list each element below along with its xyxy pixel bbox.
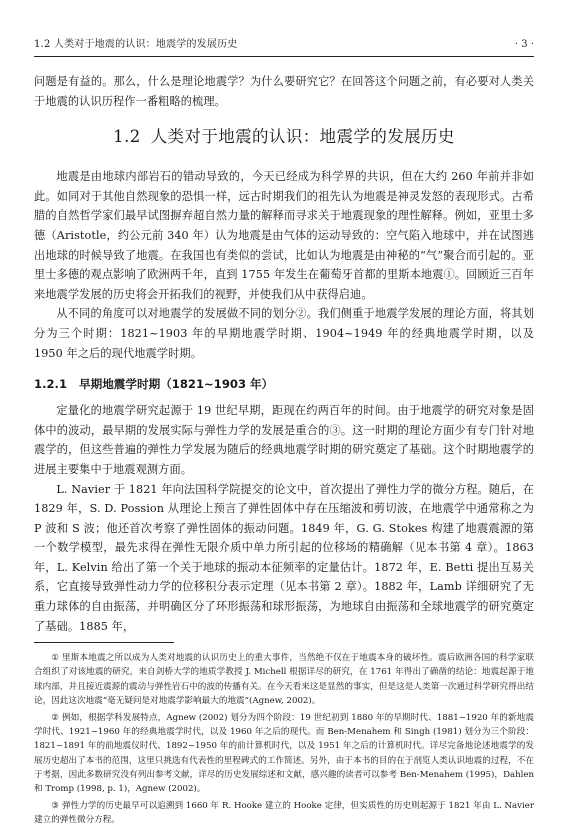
footnote-3-mark: ③	[51, 801, 59, 812]
footnote-1	[34, 651, 534, 708]
running-header-section: 1.2 人类对于地震的认识：地震学的发展历史	[34, 39, 238, 50]
running-header	[34, 36, 534, 57]
footnote-2	[34, 711, 534, 796]
intro-paragraph: 问题是有益的。那么，什么是理论地震学？为什么要研究它？在回答这个问题之前，有必要对人类关于地震的认识历程作一番粗略的梳理。	[34, 75, 534, 108]
section-paragraph-2: 从不同的角度可以对地震学的发展做不同的划分②。我们侧重于地震学发展的理论方面，将其划分为三个时期：1821~1903 年的早期地震学时期、1904~1949 年的经典地震学时期，以及 1950 年之后的现代地震学时期。	[34, 307, 534, 360]
subsection-paragraph-2: L. Navier 于 1821 年向法国科学院提交的论文中，首次提出了弹性力学的微分方程。随后，在 1829 年，S. D. Possion 从理论上预言了弹性固体中存在压缩波和剪切波，在地震学中通常称之为 P 波和 S 波；他还首次考察了弹性固体的振动问题。1849 年，G. G. Stokes 构建了地震震源的第一个数学模型，最先求得在弹性无限介质中单力所引起的位移场的精确解（见本书第 4 章）。1863 年，L. Kelvin 给出了第一个关于地球的振动本征频率的定量估计。1872 年，E. Betti 提出互易关系，它直接导致弹性动力学的位移积分表示定理（见本书第 2 章）。1882 年，Lamb 详细研究了无重力球体的自由振荡，并明确区分了环形振荡和球形振荡，为地球自由振荡和全球地震学的研究奠定了基础。1885 年，	[34, 482, 534, 633]
subsection-title: 早期地震学时期（1821~1903 年）	[79, 377, 274, 392]
footnote-1-mark: ①	[51, 653, 60, 664]
footnote-3-text: 弹性力学的历史最早可以追溯到 1660 年 R. Hooke 建立的 Hooke 定律，但实质性的历史则起源于 1821 年由 L. Navier 建立的弹性微分方程。	[34, 801, 534, 826]
footnote-1-text: 里斯本地震之所以成为人类对地震的认识历史上的重大事件，当然绝不仅在于地震本身的破坏性。震后欧洲各国的科学家联合组织了对该地震的研究，来自剑桥大学的地质学教授 J. Michell 根据详尽的研究，在 1761 年得出了确凿的结论：地震起源于地球内部，并且接近震源的震动与弹性岩石中的波的传播有关。在今天看来这是显然的事实，但是这是人类第一次通过科学研究得出结论，因此这次地震“毫无疑问是对地震学影响最大的地震”(Agnew, 2002)。	[34, 653, 534, 706]
section-title: 人类对于地震的认识：地震学的发展历史	[150, 127, 455, 147]
subsection-number: 1.2.1	[34, 377, 68, 392]
section-number: 1.2	[113, 127, 141, 147]
footnote-divider	[34, 642, 174, 643]
page-body	[34, 72, 534, 831]
section-heading	[34, 127, 534, 147]
page-number: · 3 ·	[514, 39, 534, 50]
footnote-3	[34, 799, 534, 827]
section-paragraph-1: 地震是由地球内部岩石的错动导致的，今天已经成为科学界的共识，但在大约 260 年前并非如此。如同对于其他自然现象的恐惧一样，远古时期我们的祖先认为地震是神灵发怒的表现形式。古希腊的自然哲学家们最早试图摒弃超自然力量的解释而寻求关于地震现象的理性解释。例如，亚里士多德（Aristotle，约公元前 340 年）认为地震是由气体的运动导致的：空气陷入地球中，并在试图逃出地球的时候导致了地震。在我国也有类似的尝试，比如认为地震是由神秘的“气”聚合而引起的。亚里士多德的观点影响了欧洲两千年，直到 1755 年发生在葡萄牙首都的里斯本地震①。回顾近三百年来地震学发展的历史将会开拓我们的视野，并使我们从中获得启迪。	[34, 170, 534, 301]
subsection-heading	[34, 375, 534, 393]
subsection-paragraph-1: 定量化的地震学研究起源于 19 世纪早期，距现在约两百年的时间。由于地震学的研究对象是固体中的波动，最早期的发展实际与弹性力学的发展是重合的③。这一时期的理论方面少有专门针对地震学的，但这些普遍的弹性力学发展为随后的经典地震学时期的研究奠定了基础。这个时期地震学的进展主要集中于地震观测方面。	[34, 404, 534, 476]
footnote-2-mark: ②	[51, 713, 59, 724]
footnote-2-text: 例如，根据学科发展特点，Agnew (2002) 划分为四个阶段：19 世纪初到 1880 年的早期时代、1881~1920 年的新地震学时代、1921~1960 年的经典地震学时代，以及 1960 年之后的现代。而 Ben-Menahem 和 Singh (1981) 划分为三个阶段：1821~1891 年的前地震仪时代、1892~1950 年的前计算机时代，以及 1951 年之后的计算机时代。详尽完备地论述地震学的发展历史超出了本书的范围，这里只挑选有代表性的里程碑式的工作简述。另外，由于本书的目的在于剖览人类认识地震的过程，不在于考据，因此多数研究没有列出参考文献，详尽的历史发展综述和文献，感兴趣的读者可以参考 Ben-Menahem (1995)，Dahlen 和 Tromp (1998, p. 1)，Agnew (2002)。	[34, 713, 534, 795]
